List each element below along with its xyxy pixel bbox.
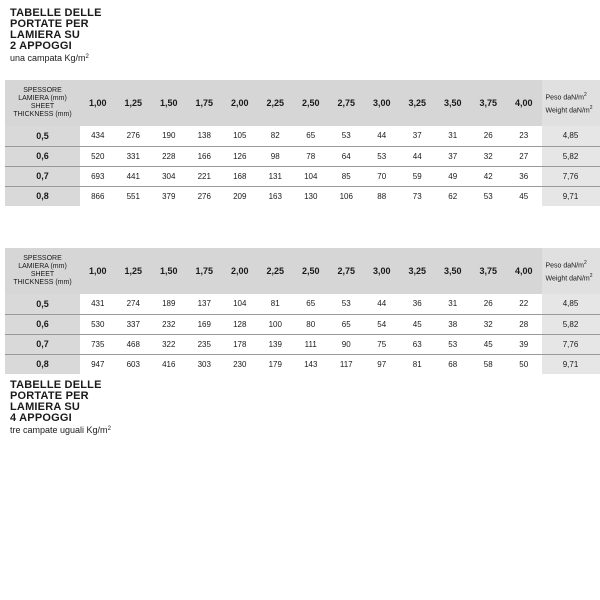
table-row	[5, 294, 600, 314]
span-header: 3,00	[372, 98, 391, 108]
span-header: 3,00	[372, 266, 391, 276]
load-value-cell: 54	[364, 314, 400, 334]
load-value-cell: 44	[400, 146, 436, 166]
load-value-cell: 31	[435, 294, 471, 314]
span-header: 3,50	[443, 98, 462, 108]
load-value-cell: 337	[116, 314, 152, 334]
load-value-cell: 276	[197, 191, 211, 201]
load-value-cell: 36	[506, 166, 542, 186]
load-value-cell: 58	[483, 359, 493, 369]
weight-cell: 5,82	[542, 314, 600, 334]
table-row	[5, 186, 600, 206]
span-header: 2,25	[266, 98, 285, 108]
load-value-cell: 126	[222, 146, 258, 166]
section-heading-2-supports	[10, 8, 210, 64]
table-row	[5, 146, 600, 166]
load-value-cell: 26	[471, 294, 507, 314]
load-value-cell: 23	[506, 126, 542, 146]
table-header-row	[5, 248, 600, 294]
heading-line: 4 APPOGGI	[10, 412, 72, 424]
load-value-cell: 37	[435, 146, 471, 166]
load-value-cell: 98	[258, 146, 294, 166]
thickness-cell: 0,8	[5, 186, 80, 206]
span-header: 1,75	[195, 98, 214, 108]
load-value-cell: 44	[364, 126, 400, 146]
load-value-cell: 274	[116, 294, 152, 314]
weight-cell: 9,71	[542, 354, 600, 374]
load-value-cell: 65	[293, 294, 329, 314]
weight-cell: 4,85	[542, 294, 600, 314]
load-value-cell: 551	[126, 191, 140, 201]
load-value-cell: 104	[293, 166, 329, 186]
load-table-4-supports	[5, 248, 600, 374]
load-value-cell: 75	[364, 334, 400, 354]
load-value-cell: 331	[116, 146, 152, 166]
load-value-cell: 37	[400, 126, 436, 146]
span-header: 1,25	[124, 98, 143, 108]
load-value-cell: 65	[329, 314, 365, 334]
thickness-cell: 0,6	[5, 146, 80, 166]
load-value-cell: 143	[304, 359, 318, 369]
weight-header: Peso daN/$m^2$ Weight daN/$m^2$	[542, 80, 600, 126]
load-value-cell: 53	[329, 294, 365, 314]
load-value-cell: 100	[258, 314, 294, 334]
load-value-cell: 209	[233, 191, 247, 201]
load-value-cell: 53	[483, 191, 493, 201]
table-row	[5, 126, 600, 146]
load-value-cell: 137	[187, 294, 223, 314]
load-value-cell: 53	[435, 334, 471, 354]
heading-line: 2 APPOGGI	[10, 40, 72, 52]
span-header: 2,00	[230, 98, 249, 108]
load-value-cell: 190	[151, 126, 187, 146]
load-value-cell: 603	[126, 359, 140, 369]
heading-subtitle: tre campate uguali $Kg/m^2$	[10, 425, 111, 435]
span-header: 1,00	[88, 266, 107, 276]
thickness-cell: 0,5	[5, 126, 80, 146]
load-value-cell: 62	[448, 191, 458, 201]
load-value-cell: 32	[471, 146, 507, 166]
load-value-cell: 468	[116, 334, 152, 354]
load-value-cell: 44	[364, 294, 400, 314]
table-row	[5, 354, 600, 374]
load-value-cell: 416	[162, 359, 176, 369]
load-value-cell: 81	[258, 294, 294, 314]
load-value-cell: 27	[506, 146, 542, 166]
span-header: 4,00	[514, 266, 533, 276]
load-value-cell: 304	[151, 166, 187, 186]
load-value-cell: 105	[222, 126, 258, 146]
load-value-cell: 178	[222, 334, 258, 354]
load-value-cell: 70	[364, 166, 400, 186]
load-value-cell: 169	[187, 314, 223, 334]
heading-line: TABELLE DELLE	[10, 7, 102, 19]
load-value-cell: 45	[471, 334, 507, 354]
load-value-cell: 82	[258, 126, 294, 146]
load-value-cell: 235	[187, 334, 223, 354]
span-header: 1,75	[195, 266, 214, 276]
load-value-cell: 32	[471, 314, 507, 334]
weight-cell: 9,71	[542, 186, 600, 206]
load-value-cell: 735	[80, 334, 116, 354]
load-value-cell: 22	[506, 294, 542, 314]
load-value-cell: 221	[187, 166, 223, 186]
load-value-cell: 431	[80, 294, 116, 314]
load-value-cell: 104	[222, 294, 258, 314]
load-value-cell: 53	[329, 126, 365, 146]
load-value-cell: 80	[293, 314, 329, 334]
load-value-cell: 168	[222, 166, 258, 186]
load-value-cell: 139	[258, 334, 294, 354]
span-header: 2,50	[301, 98, 320, 108]
load-value-cell: 128	[222, 314, 258, 334]
load-value-cell: 179	[268, 359, 282, 369]
load-value-cell: 45	[519, 191, 529, 201]
load-value-cell: 49	[435, 166, 471, 186]
load-value-cell: 45	[400, 314, 436, 334]
load-value-cell: 59	[400, 166, 436, 186]
span-header: 3,75	[479, 266, 498, 276]
load-value-cell: 138	[187, 126, 223, 146]
span-header: 2,75	[337, 98, 356, 108]
load-table-2-supports	[5, 80, 600, 206]
load-value-cell: 693	[80, 166, 116, 186]
load-value-cell: 26	[471, 126, 507, 146]
heading-line: PORTATE PER	[10, 390, 89, 402]
load-value-cell: 73	[412, 191, 422, 201]
table-row	[5, 314, 600, 334]
load-value-cell: 68	[448, 359, 458, 369]
span-header: 1,50	[159, 98, 178, 108]
load-value-cell: 31	[435, 126, 471, 146]
load-value-cell: 232	[151, 314, 187, 334]
load-value-cell: 53	[364, 146, 400, 166]
load-value-cell: 90	[329, 334, 365, 354]
load-value-cell: 78	[293, 146, 329, 166]
load-value-cell: 228	[151, 146, 187, 166]
span-header: 1,50	[159, 266, 178, 276]
thickness-cell: 0,8	[5, 354, 80, 374]
table-row	[5, 166, 600, 186]
span-header: 4,00	[514, 98, 533, 108]
load-value-cell: 50	[519, 359, 529, 369]
span-header: 2,00	[230, 266, 249, 276]
load-value-cell: 276	[116, 126, 152, 146]
span-header: 3,75	[479, 98, 498, 108]
heading-line: LAMIERA SU	[10, 29, 81, 41]
load-value-cell: 163	[268, 191, 282, 201]
load-value-cell: 130	[304, 191, 318, 201]
heading-subtitle: una campata $Kg/m^2$	[10, 53, 89, 63]
weight-cell: 7,76	[542, 166, 600, 186]
load-value-cell: 322	[151, 334, 187, 354]
table-row	[5, 334, 600, 354]
thickness-cell: 0,6	[5, 314, 80, 334]
heading-line: TABELLE DELLE	[10, 379, 102, 391]
weight-cell: 4,85	[542, 126, 600, 146]
section-heading-4-supports	[10, 380, 210, 436]
load-value-cell: 441	[116, 166, 152, 186]
span-header: 2,50	[301, 266, 320, 276]
load-value-cell: 434	[80, 126, 116, 146]
thickness-cell: 0,7	[5, 166, 80, 186]
load-value-cell: 520	[80, 146, 116, 166]
table-header-row	[5, 80, 600, 126]
weight-cell: 7,76	[542, 334, 600, 354]
span-header: 1,00	[88, 98, 107, 108]
load-value-cell: 530	[80, 314, 116, 334]
load-value-cell: 85	[329, 166, 365, 186]
load-value-cell: 36	[400, 294, 436, 314]
weight-cell: 5,82	[542, 146, 600, 166]
load-value-cell: 88	[377, 191, 387, 201]
load-value-cell: 111	[293, 334, 329, 354]
thickness-cell: 0,7	[5, 334, 80, 354]
span-header: 3,25	[408, 98, 427, 108]
load-value-cell: 63	[400, 334, 436, 354]
heading-line: PORTATE PER	[10, 18, 89, 30]
heading-line: LAMIERA SU	[10, 401, 81, 413]
load-value-cell: 28	[506, 314, 542, 334]
load-value-cell: 131	[258, 166, 294, 186]
span-header: 3,25	[408, 266, 427, 276]
load-value-cell: 42	[471, 166, 507, 186]
load-value-cell: 866	[91, 191, 105, 201]
span-header: 2,25	[266, 266, 285, 276]
load-value-cell: 64	[329, 146, 365, 166]
load-value-cell: 97	[377, 359, 387, 369]
load-value-cell: 379	[162, 191, 176, 201]
thickness-header: SPESSORE LAMIERA (mm) SHEET THICKNESS (mm)	[13, 255, 72, 286]
load-value-cell: 39	[506, 334, 542, 354]
load-value-cell: 81	[412, 359, 422, 369]
span-header: 1,25	[124, 266, 143, 276]
load-value-cell: 38	[435, 314, 471, 334]
load-value-cell: 189	[151, 294, 187, 314]
load-value-cell: 117	[339, 359, 353, 369]
span-header: 2,75	[337, 266, 356, 276]
load-value-cell: 106	[339, 191, 353, 201]
load-value-cell: 65	[293, 126, 329, 146]
load-value-cell: 303	[197, 359, 211, 369]
load-value-cell: 230	[233, 359, 247, 369]
thickness-header: SPESSORE LAMIERA (mm) SHEET THICKNESS (mm)	[13, 87, 72, 118]
span-header: 3,50	[443, 266, 462, 276]
thickness-cell: 0,5	[5, 294, 80, 314]
load-value-cell: 166	[187, 146, 223, 166]
load-value-cell: 947	[91, 359, 105, 369]
weight-header: Peso daN/$m^2$ Weight daN/$m^2$	[542, 248, 600, 294]
